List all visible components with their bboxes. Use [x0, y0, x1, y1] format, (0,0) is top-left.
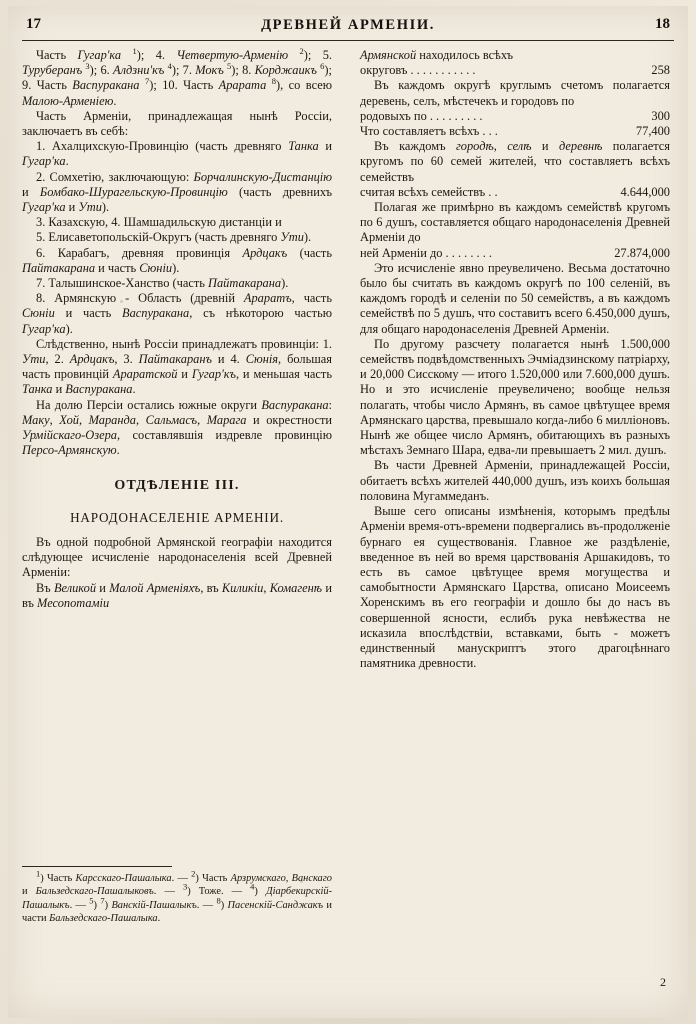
table-row	[360, 246, 670, 261]
table-row	[360, 63, 670, 78]
table-row-value: 77,400	[635, 124, 670, 139]
table-row-label: родовыхъ по . . . . . . . . .	[360, 108, 483, 123]
folio-number-left: 17	[26, 16, 41, 32]
paragraph: 1. Ахалцихскую-Провинцію (часть древняго Танка и Гугар'ка.	[22, 139, 332, 169]
paragraph: Въ каждомъ городѣ, селѣ и деревнѣ полагается кругомъ по 60 семей жителей, что составляетъ всѣхъ семействъ	[360, 139, 670, 184]
table-row	[360, 109, 670, 124]
footnotes: $^1$) Часть Карсскаго-Пашалыка. — $^2$) Часть Арзрумскаго, Ванскаго и Бальзедскаго-Пашалыковъ. — $^3$) Тоже. — $^4$) Діарбекирскій-Пашалыкъ. — $^5$) $^7$) Ванскій-Пашалыкъ. — $^8$) Пасенскій-Санджакъ и части Бальзедскаго-Пашалыка.	[22, 868, 332, 925]
paragraph: 3. Казахскую, 4. Шамшадильскую дистанціи и	[36, 215, 282, 230]
header-rule	[22, 40, 674, 41]
paragraph: 6. Карабагъ, древняя провинція Ардцакъ (часть Пайтакарана и часть Сюніи).	[22, 245, 332, 275]
paper-speck	[520, 640, 522, 642]
table-row-label: считая всѣхъ семействъ . .	[360, 184, 498, 199]
table-row-value: 27.874,000	[614, 245, 670, 260]
paragraph: По другому разсчету полагается нынѣ 1.500,000 семействъ подвѣдомственныхъ Эчміадзинскому патріарху, и 20,000 Сисскому — итого 1.520,000 или 7.600,000 душъ. Но и это исчисленіе преувеличено; вообще нельзя полагать, чтобы число Армянъ, въ самое цвѣтущее время Армянскаго царства, превышало когда-либо 6 милліоновъ. Нынѣ же общее число Армянъ, обитающихъ въ разныхъ мѣстахъ Земнаго Шара, едва-ли превышаетъ 2 мил. душъ.	[360, 336, 670, 458]
paragraph: 5. Елисаветопольскій-Округъ (часть древняго Ути).	[36, 230, 312, 245]
paragraph: Въ части Древней Арменіи, принадлежащей Россіи, обитаетъ всѣхъ жителей 440,000 душъ, изъ коихъ большая половина Мугаммеданъ.	[360, 458, 670, 503]
section-heading: ОТДѢЛЕНІЕ III.	[114, 478, 240, 494]
folio-number-right: 18	[655, 16, 670, 32]
paper-speck	[120, 300, 123, 303]
paper-speck	[300, 880, 303, 883]
table-row	[360, 124, 670, 139]
paragraph: На долю Персіи остались южные округи Васпуракана: Маку, Хой, Маранда, Сальмасъ, Марага и окрестности Урмійскаго-Озера, составлявшія издревле провинцію Персо-Армянскую.	[22, 397, 333, 458]
page-header	[18, 16, 678, 38]
table-row-value: 300	[651, 108, 670, 123]
section-subheading: НАРОДОНАСЕЛЕНІЕ АРМЕНІИ.	[70, 509, 284, 525]
running-title: ДРЕВНЕЙ АРМЕНІИ.	[261, 17, 435, 33]
table-intro: Армянской находилось всѣхъ	[360, 48, 513, 62]
table-row-label: Что составляетъ всѣхъ . . .	[360, 124, 498, 139]
table-row-value: 4.644,000	[620, 184, 670, 199]
table-row	[360, 185, 670, 200]
paragraph: Въ каждомъ округѣ круглымъ счетомъ полагается деревень, селъ, мѣстечекъ и городовъ по	[360, 78, 670, 108]
paragraph: Выше сего описаны измѣненія, которымъ предѣлы Арменіи время-отъ-времени подвергались въ-продолженіе бурнаго ея существованія. Главное же раздѣленіе, введенное въ ней во время царствованія Аршакидовъ, то есть въ самое цвѣтущее время могущества и самобытности Армянскаго Царства, описано Моисеемъ Хоренскимъ въ его географіи и дошло бы до насъ въ совершенной ясности, еслибъ рука невѣжества не исказила впослѣдствіи, вставками, быть - можетъ единственный манускриптъ этого драгоцѣннаго памятника древности.	[360, 504, 670, 671]
paragraph: Часть Гугар'ка $^1$); 4. Четвертую-Арменію $^2$); 5. Туруберанъ $^3$); 6. Алдзни'къ $^4$); 7. Мокъ $^5$); 8. Корджаикъ $^6$); 9. Часть Васпуракана $^7$); 10. Часть Арарата $^8$), со всею Малою-Арменіею.	[22, 45, 332, 108]
paragraph: 8. Армянскую - Область (древній Араратъ, часть Сюніи и часть Васпуракана, съ нѣкоторою частью Гугар'ка).	[22, 291, 332, 336]
table-row-label: округовъ . . . . . . . . . . .	[360, 63, 476, 78]
paragraph: Часть Арменіи, принадлежащая нынѣ Россіи, заключаетъ въ себѣ:	[22, 108, 332, 139]
paragraph: Въ одной подробной Армянской географіи находится слѣдующее исчисленіе народонаселенія всей Древней Арменіи:	[22, 534, 332, 580]
paragraph: Полагая же примѣрно въ каждомъ семействѣ кругомъ по 6 душъ, составляется общаго народонаселенія Древней Арменіи до	[360, 200, 670, 245]
footnote-rule	[22, 866, 172, 867]
paragraph: Это исчисленіе явно преувеличено. Весьма достаточно было бы считать въ каждомъ округѣ по 100 селеній, въ каждомъ городѣ и селеніи по 50 семействъ, а въ каждомъ семействѣ по 5 душъ, что составитъ всего 6.450,000 душъ, для общаго народонаселенія Древней Арменіи.	[360, 260, 670, 336]
paragraph: Въ Великой и Малой Арменіяхъ, въ Киликіи, Комагенѣ и въ Месопотаміи	[22, 580, 332, 610]
left-text-column	[22, 45, 333, 611]
paragraph: 7. Талышинское-Ханство (часть Пайтакарана).	[36, 276, 289, 291]
paragraph: 2. Сомхетію, заключающую: Борчалинскую-Дистанцію и Бомбако-Шурагельскую-Провинцію (часть древнихъ Гугар'ка и Ути).	[22, 169, 332, 215]
paragraph: Слѣдственно, нынѣ Россіи принадлежатъ провинціи: 1. Ути, 2. Ардцакъ, 3. Пайтакаранъ и 4. Сюнія, большая часть провинцій Араратской и Гугар'къ, и меньшая часть Танка и Васпуракана.	[22, 336, 332, 397]
right-text-column	[360, 48, 670, 671]
page-signature: 2	[660, 975, 666, 989]
table-row-label: ней Арменіи до . . . . . . . .	[360, 245, 493, 260]
table-row-value: 258	[651, 63, 670, 78]
